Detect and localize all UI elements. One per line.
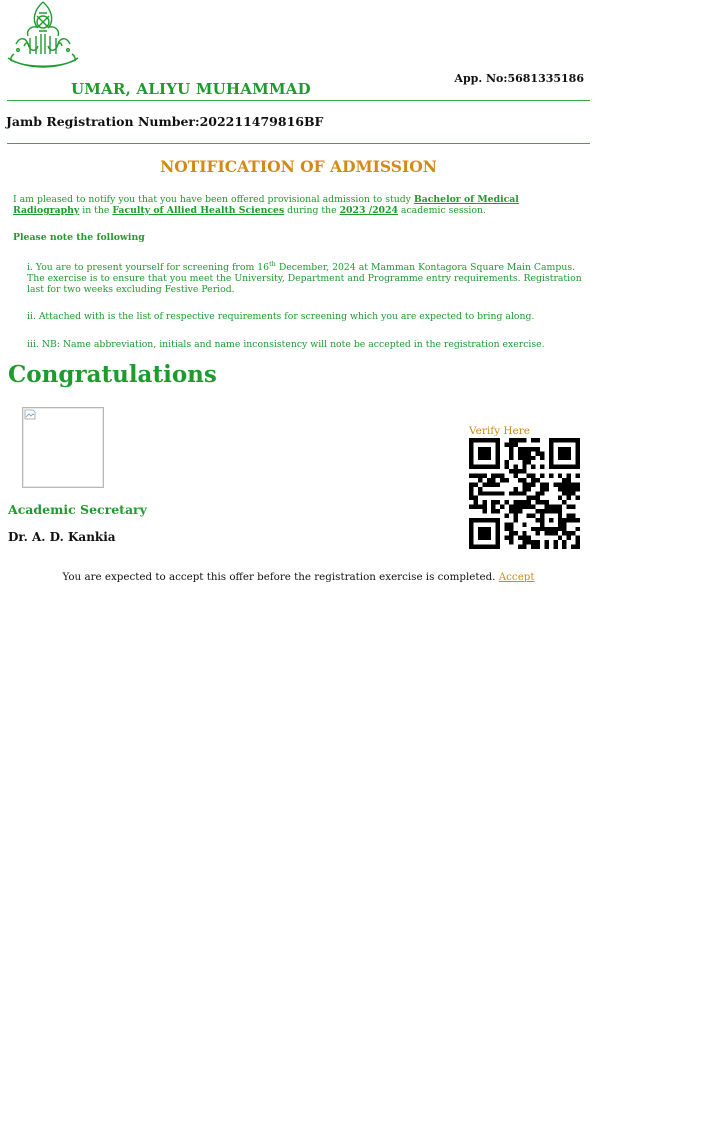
intro-text-3: during the — [284, 205, 340, 216]
admission-paragraph — [13, 194, 583, 216]
divider-middle — [7, 143, 590, 144]
note-item-1-superscript: th — [269, 259, 276, 268]
congratulations-heading: Congratulations — [8, 361, 217, 388]
intro-text-1: I am pleased to notify you that you have been offered provisional admission to study — [13, 194, 414, 205]
verify-here-label: Verify Here — [469, 425, 530, 437]
applicant-name: UMAR, ALIYU MUHAMMAD — [71, 80, 311, 98]
note-item-1-part-a: i. You are to present yourself for screening from 16 — [27, 262, 270, 273]
broken-image-icon — [24, 409, 36, 420]
signatory-title: Academic Secretary — [8, 502, 147, 517]
intro-text-2: in the — [79, 205, 113, 216]
note-item-1-part-b: December, 2024 at Mamman Kontagora Square Main Campus. The exercise is to ensure that you meet the University, Department and Programme entry requirements. Registration last for two weeks excluding Festive Period. — [27, 262, 582, 295]
note-item-name-consistency: iii. NB: Name abbreviation, initials and name inconsistency will note be accepted in the registration exercise. — [27, 339, 545, 350]
signatory-name: Dr. A. D. Kankia — [8, 530, 116, 544]
faculty-name: Faculty of Allied Health Sciences — [112, 205, 285, 216]
accept-offer-link[interactable]: Accept — [498, 571, 535, 583]
verification-qr-code[interactable] — [469, 438, 580, 549]
application-number: App. No:5681335186 — [454, 72, 584, 85]
note-item-screening — [27, 259, 583, 295]
acceptance-footer — [7, 571, 590, 583]
programme-name: Bachelor of Medical Radiography — [13, 194, 519, 216]
divider-top — [7, 100, 590, 101]
jamb-registration-number: Jamb Registration Number:202211479816BF — [6, 114, 324, 129]
note-heading: Please note the following — [13, 232, 145, 243]
note-item-requirements: ii. Attached with is the list of respective requirements for screening which you are expected to bring along. — [27, 311, 535, 322]
signature-image-placeholder — [22, 407, 104, 488]
acceptance-instruction: You are expected to accept this offer before the registration exercise is completed. — [62, 571, 499, 583]
notification-heading: NOTIFICATION OF ADMISSION — [160, 157, 437, 176]
intro-text-4: academic session. — [397, 205, 486, 216]
academic-session: 2023 /2024 — [339, 205, 398, 216]
university-crest-logo — [6, 0, 80, 68]
